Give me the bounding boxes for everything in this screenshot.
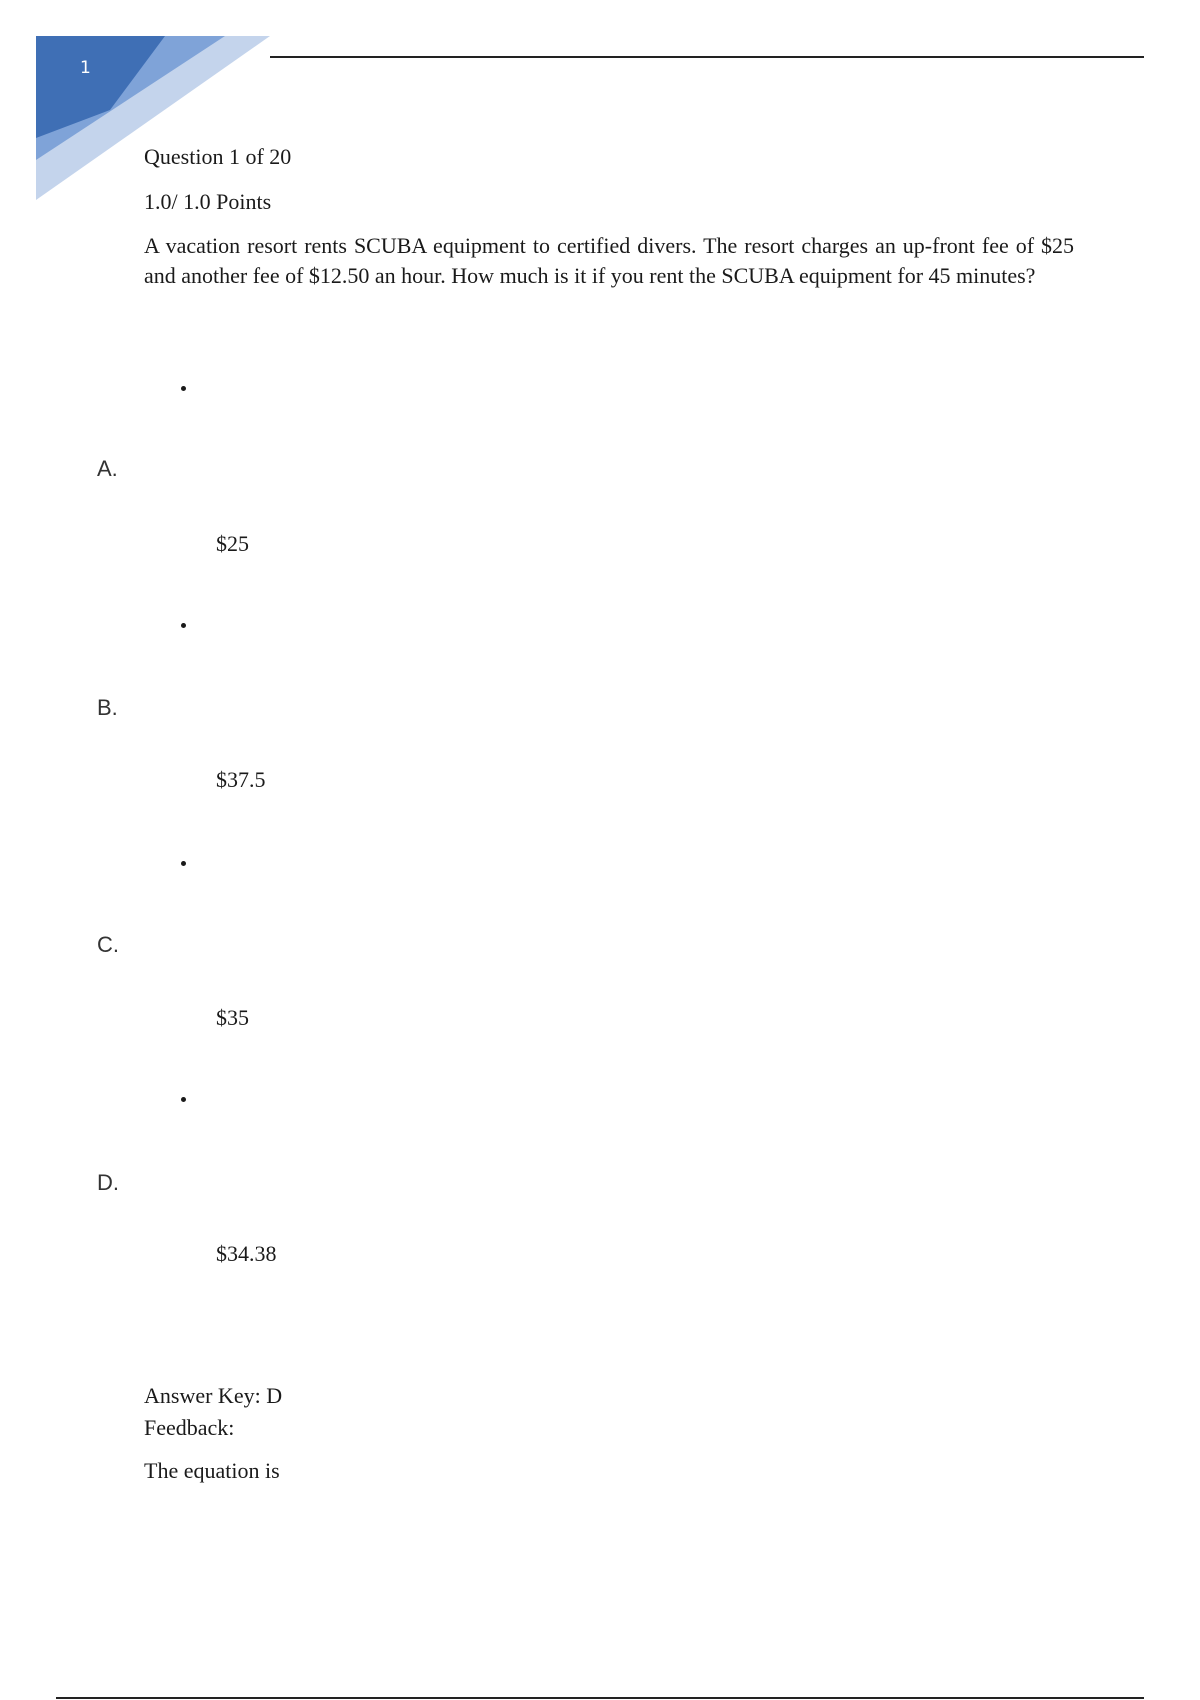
feedback-label: Feedback: xyxy=(144,1415,235,1440)
question-text: A vacation resort rents SCUBA equipment to certified divers. The resort charges an up-front fee of $25 and another fee of $12.50 an hour. How much is it if you rent the SCUBA equipment for 45 minutes? xyxy=(144,233,1074,288)
option-b-bullet xyxy=(181,623,186,628)
option-a-value: $25 xyxy=(216,531,249,556)
option-c-letter: C. xyxy=(97,932,119,957)
option-d-bullet xyxy=(181,1097,186,1102)
option-a-bullet xyxy=(181,386,186,391)
option-c-value: $35 xyxy=(216,1005,249,1030)
answer-key: Answer Key: D xyxy=(144,1383,283,1408)
option-d-value: $34.38 xyxy=(216,1241,277,1266)
option-b-value: $37.5 xyxy=(216,767,266,792)
option-b-letter: B. xyxy=(97,695,118,720)
page-number: 1 xyxy=(80,58,91,78)
feedback-text: The equation is xyxy=(144,1458,280,1483)
header-rule xyxy=(270,56,1144,58)
corner-decoration xyxy=(0,0,280,210)
option-d-letter: D. xyxy=(97,1170,119,1195)
option-c-bullet xyxy=(181,861,186,866)
question-points: 1.0/ 1.0 Points xyxy=(144,189,272,214)
question-title: Question 1 of 20 xyxy=(144,144,292,169)
option-a-letter: A. xyxy=(97,456,118,481)
footer-rule xyxy=(56,1697,1144,1699)
